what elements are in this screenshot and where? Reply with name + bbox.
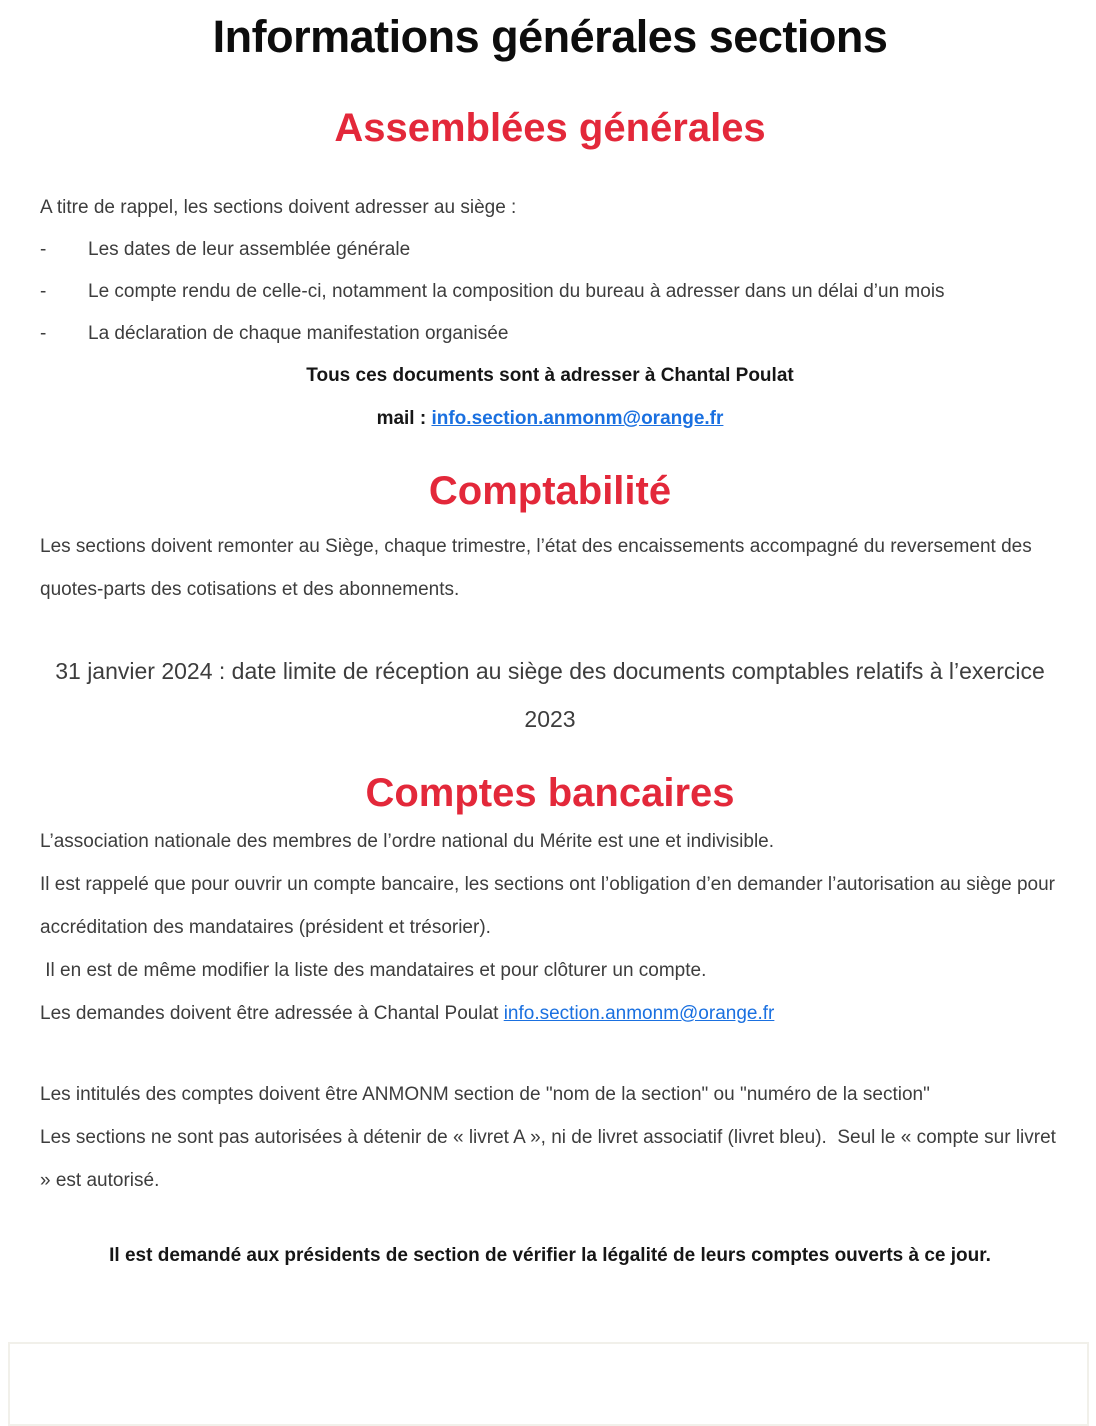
paragraph-ouverture-compte: Il est rappelé que pour ouvrir un compte bancaire, les sections ont l’obligation d’en demander l’autorisation au siège pour accréditation des mandataires (président et trésorier). (40, 874, 1061, 938)
verification-notice: Il est demandé aux présidents de section de vérifier la légalité de leurs comptes ouverts à ce jour. (109, 1245, 991, 1266)
mail-line (40, 407, 1060, 431)
list-item-text: Les dates de leur assemblée générale (88, 239, 411, 260)
paragraph-demandes (40, 992, 1060, 1035)
list-item-text: Le compte rendu de celle-ci, notamment la composition du bureau à adresser dans un délai d’un mois (88, 281, 945, 302)
list-item-text: La déclaration de chaque manifestation organisée (88, 323, 509, 344)
paragraph-livrets: Les sections ne sont pas autorisées à détenir de « livret A », ni de livret associatif (livret bleu). Seul le « compte sur livret » est autorisé. (40, 1127, 1062, 1191)
paragraph-mandataires: Il en est de même modifier la liste des mandataires et pour clôturer un compte. (40, 960, 707, 981)
comptabilite-paragraph: Les sections doivent remonter au Siège, chaque trimestre, l’état des encaissements accompagné du reversement des quotes-parts des cotisations et des abonnements. (40, 536, 1037, 600)
comptes-bancaires-rules (40, 1073, 1060, 1202)
paragraph-intitules: Les intitulés des comptes doivent être ANMONM section de "nom de la section" ou "numéro de la section" (40, 1084, 930, 1105)
bullet-dash: - (40, 323, 47, 344)
mail-address-link[interactable]: info.section.anmonm@orange.fr (431, 408, 724, 429)
section-heading-assemblees-generales: Assemblées générales (334, 106, 766, 150)
mail-address-link[interactable]: info.section.anmonm@orange.fr (503, 1003, 775, 1024)
bullet-dash: - (40, 281, 47, 302)
list-item (40, 322, 1060, 346)
page-title: Informations générales sections (212, 11, 888, 62)
list-item (40, 238, 1060, 262)
comptes-bancaires-paragraphs (40, 820, 1060, 1035)
bottom-content-box (8, 1342, 1089, 1426)
paragraph-association: L’association nationale des membres de l’ordre national du Mérite est une et indivisible. (40, 831, 775, 852)
section-heading-comptabilite: Comptabilité (428, 469, 672, 513)
deadline-statement: 31 janvier 2024 : date limite de réception au siège des documents comptables relatifs à l’exercice 2023 (55, 658, 1052, 732)
assemblees-intro: A titre de rappel, les sections doivent adresser au siège : (40, 197, 517, 218)
list-item (40, 280, 1060, 304)
mail-label: mail : (376, 408, 432, 429)
documents-notice: Tous ces documents sont à adresser à Chantal Poulat (306, 365, 794, 386)
bullet-dash: - (40, 239, 47, 260)
section-heading-comptes-bancaires: Comptes bancaires (365, 771, 735, 815)
demandes-text: Les demandes doivent être adressée à Chantal Poulat (40, 1003, 504, 1024)
